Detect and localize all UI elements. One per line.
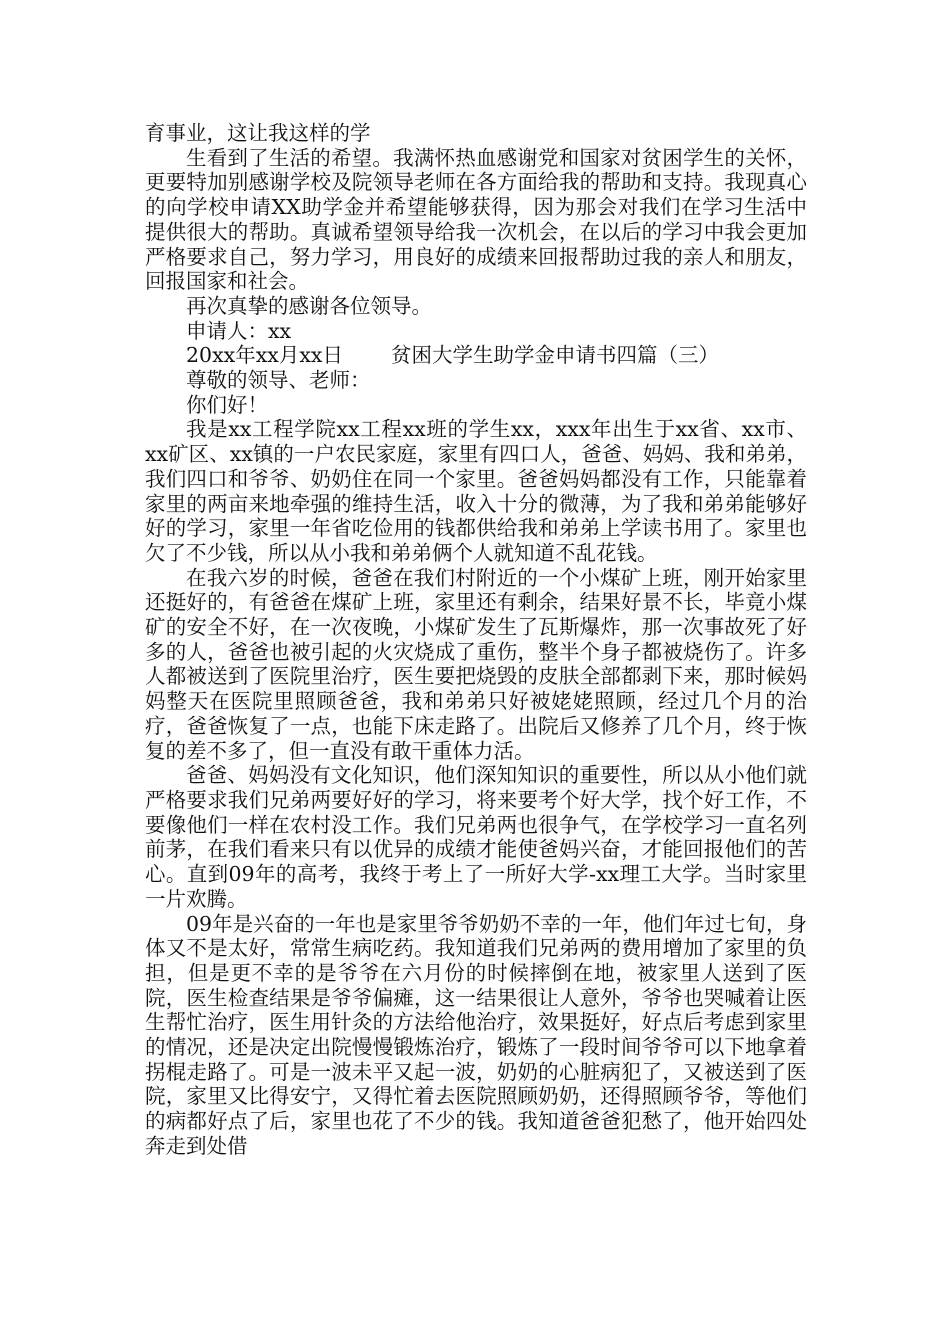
paragraph-family-intro: 我是xx工程学院xx工程xx班的学生xx，xxx年出生于xx省、xx市、xx矿区、xx镇的一户农民家庭，家里有四口人，爸爸、妈妈、我和弟弟，我们四口和爷爷、奶奶住在同一个家里。爸爸妈妈都没有工作，只能靠着家里的两亩来地牵强的维持生活，收入十分的微薄，为了我和弟弟能够好好的学习，家里一年省吃俭用的钱都供给我和弟弟上学读书用了。家里也欠了不少钱，所以从小我和弟弟俩个人就知道不乱花钱。 xyxy=(145,417,807,565)
paragraph-gratitude: 生看到了生活的希望。我满怀热血感谢党和国家对贫困学生的关怀，更要特加别感谢学校及院领导老师在各方面给我的帮助和支持。我现真心的向学校申请XX助学金并希望能够获得，因为那会对我们在学习生活中提供很大的帮助。真诚希望领导给我一次机会，在以后的学习中我会更加严格要求自己，努力学习，用良好的成绩来回报帮助过我的亲人和朋友，回报国家和社会。 xyxy=(145,145,807,294)
application-date: 20xx年xx月xx日 xyxy=(186,343,343,368)
paragraph-fragment: 育事业，这让我这样的学 xyxy=(145,121,371,145)
paragraph-grandparents: 09年是兴奋的一年也是家里爷爷奶奶不幸的一年，他们年过七旬，身体又不是太好，常常生病吃药。我知道我们兄弟两的费用增加了家里的负担，但是更不幸的是爷爷在六月份的时候摔倒在地，被家里人送到了医院，医生检查结果是爷爷偏瘫，这一结果很让人意外，爷爷也哭喊着让医生帮忙治疗，医生用针灸的方法给他治疗，效果挺好，好点后考虑到家里的情况，还是决定出院慢慢锻炼治疗，锻炼了一段时间爷爷可以下地拿着拐棍走路了。可是一波未平又起一波，奶奶的心脏病犯了，又被送到了医院，家里又比得安宁，又得忙着去医院照顾奶奶，还得照顾爷爷，等他们的病都好点了后，家里也花了不少的钱。我知道爸爸犯愁了，他开始四处奔走到处借 xyxy=(145,911,807,1158)
date-heading-line xyxy=(145,343,807,368)
paragraph-education: 爸爸、妈妈没有文化知识，他们深知知识的重要性，所以从小他们就严格要求我们兄弟两要好好的学习，将来要考个好大学，找个好工作，不要像他们一样在农村没工作。我们兄弟两也很争气，在学校学习一直名列前茅，在我们看来只有以优异的成绩才能使爸妈兴奋，才能回报他们的苦心。直到09年的高考，我终于考上了一所好大学-xx理工大学。当时家里一片欢腾。 xyxy=(145,763,807,911)
salutation: 尊敬的领导、老师： xyxy=(186,368,371,393)
greeting: 你们好！ xyxy=(186,392,268,417)
document-body xyxy=(145,121,807,1159)
section-heading: 贫困大学生助学金申请书四篇（三） xyxy=(390,343,719,368)
paragraph-thanks: 再次真挚的感谢各位领导。 xyxy=(186,293,432,318)
applicant-signature: 申请人：xx xyxy=(186,318,292,343)
paragraph-father-accident: 在我六岁的时候，爸爸在我们村附近的一个小煤矿上班，刚开始家里还挺好的，有爸爸在煤矿上班，家里还有剩余，结果好景不长，毕竟小煤矿的安全不好，在一次夜晚，小煤矿发生了瓦斯爆炸，那一次事故死了好多的人，爸爸也被引起的火灾烧成了重伤，整半个身子都被烧伤了。许多人都被送到了医院里治疗，医生要把烧毁的皮肤全部都剥下来，那时候妈妈整天在医院里照顾爸爸，我和弟弟只好被姥姥照顾，经过几个月的治疗，爸爸恢复了一点，也能下床走路了。出院后又修养了几个月，终于恢复的差不多了，但一直没有敢干重体力活。 xyxy=(145,565,807,763)
